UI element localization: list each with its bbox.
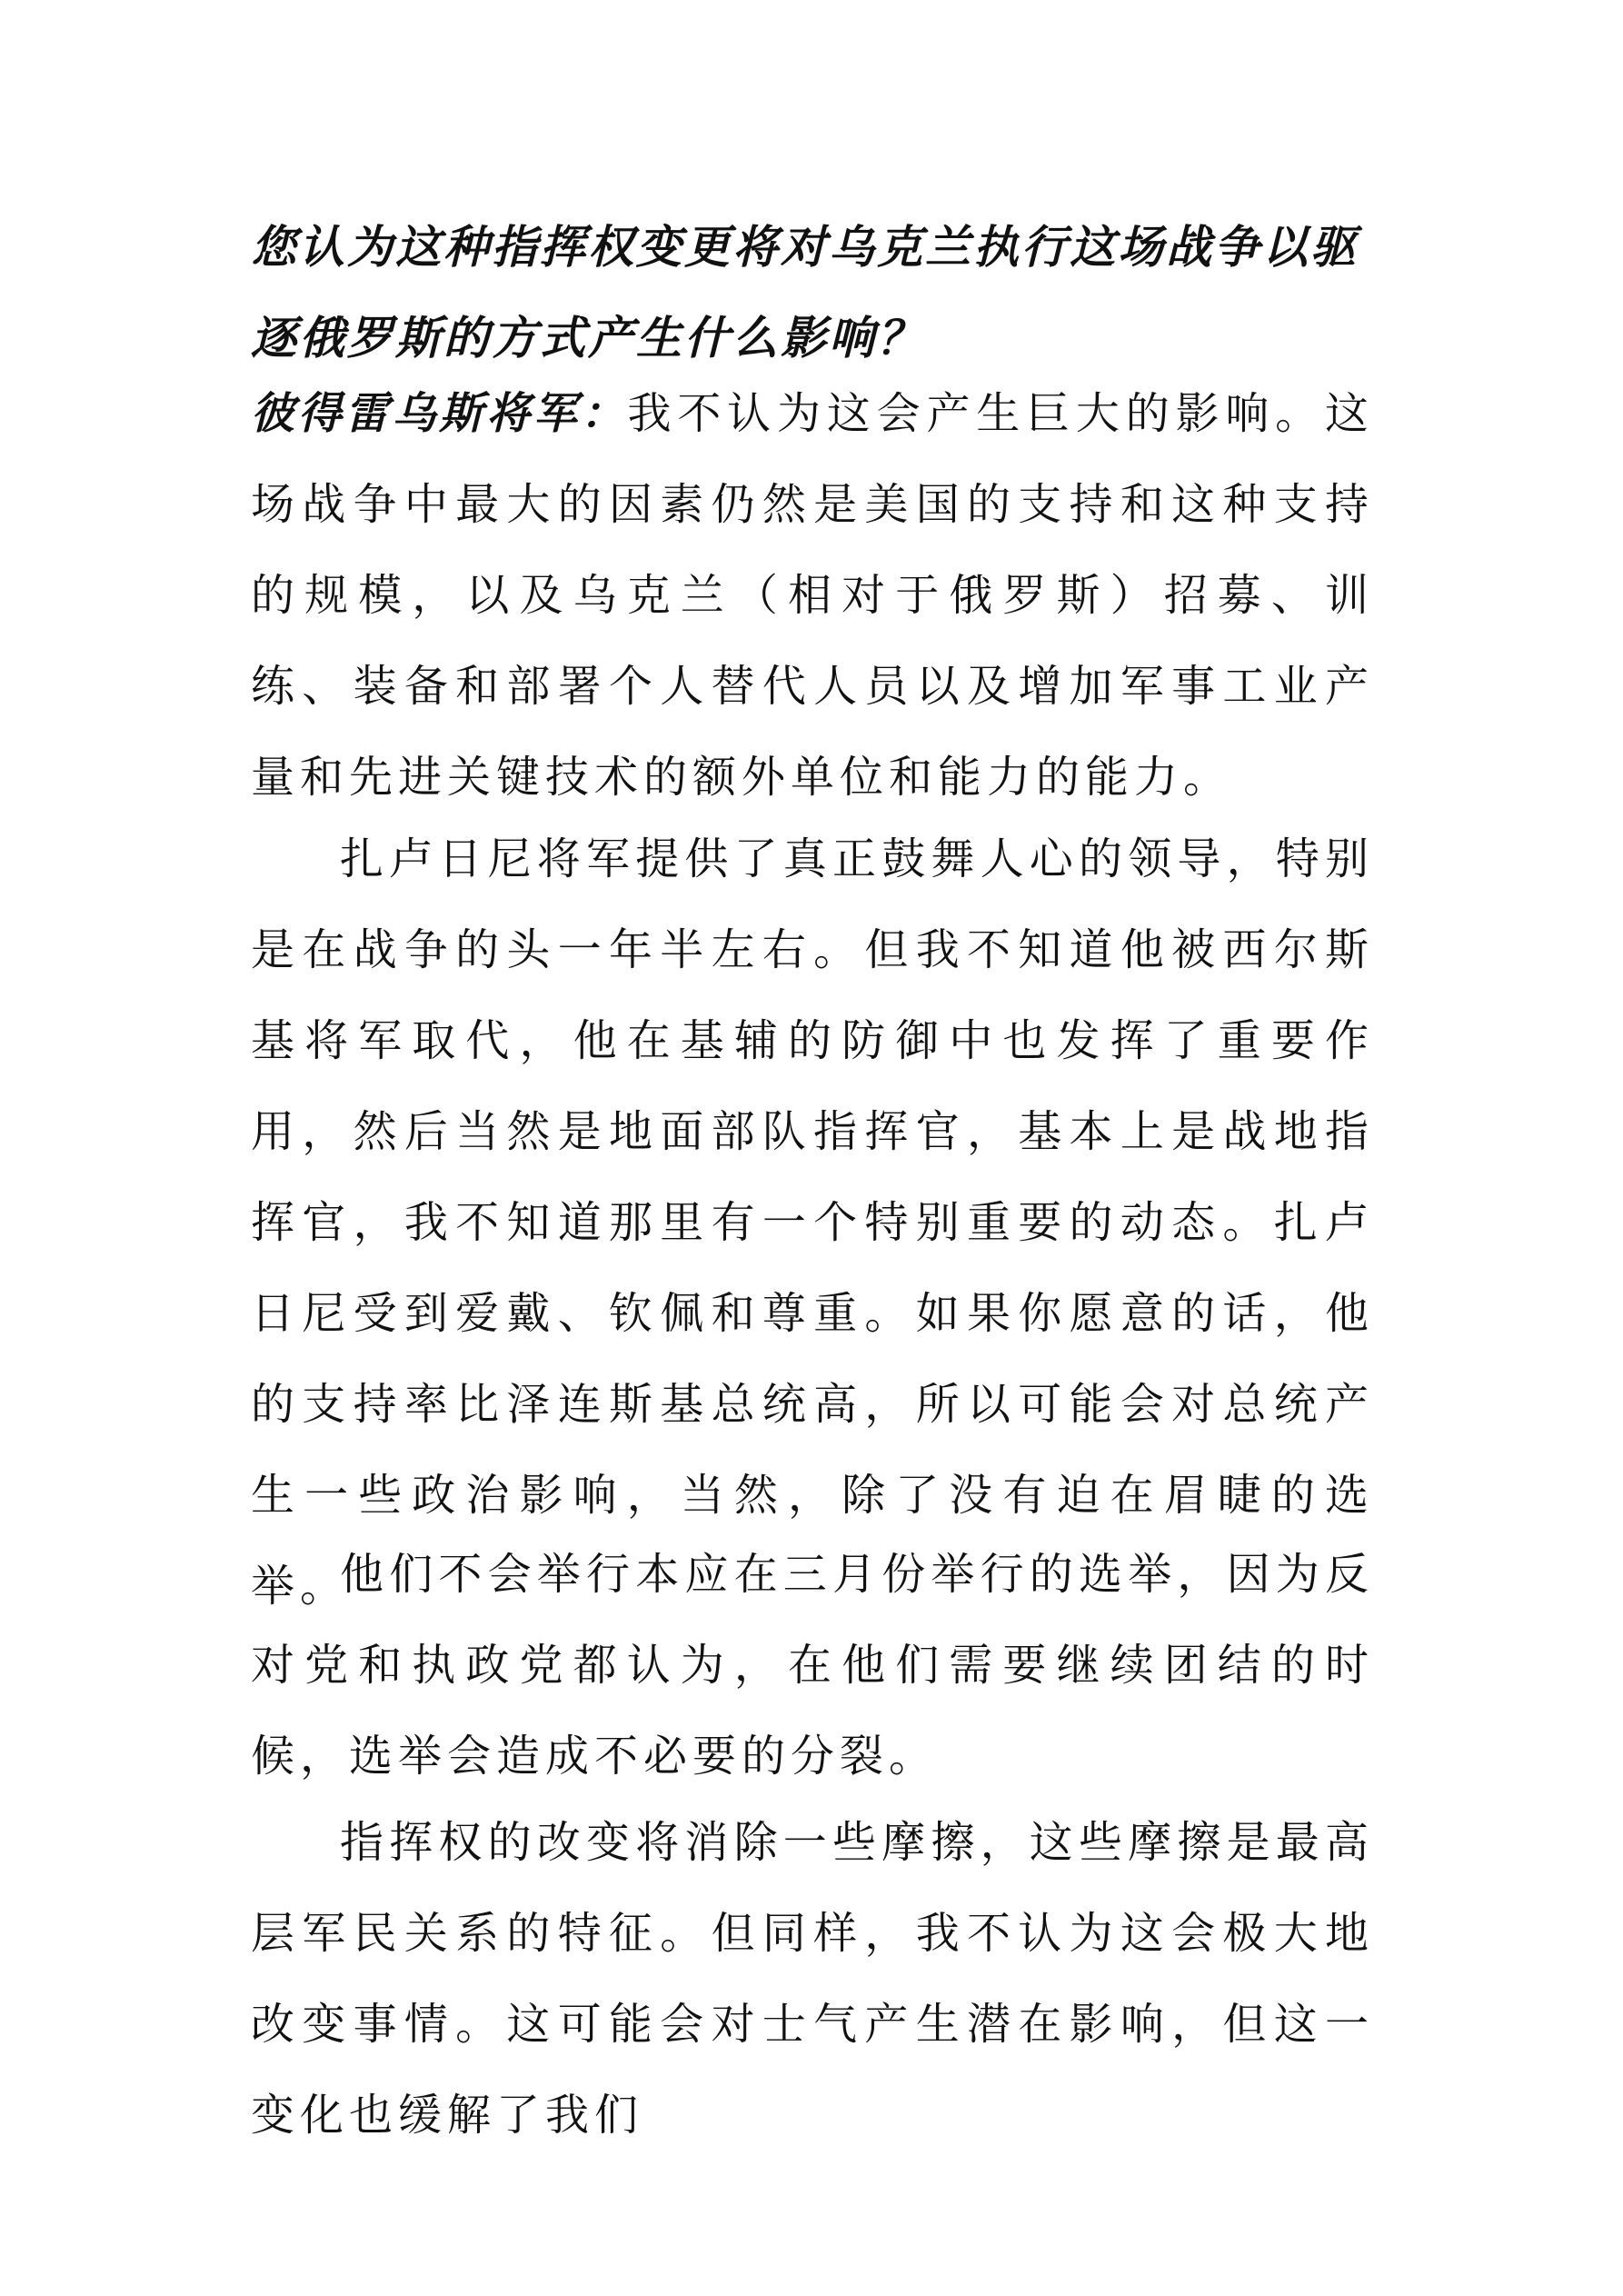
interview-question: 您认为这种指挥权变更将对乌克兰执行这场战争以驱逐俄罗斯的方式产生什么影响？ xyxy=(251,220,1359,364)
answer-paragraph-1 xyxy=(251,368,1374,823)
speaker-label: 彼得雷乌斯将军： xyxy=(251,388,628,439)
answer-paragraph-4: 指挥权的改变将消除一些摩擦，这些摩擦是最高层军民关系的特征。但同样，我不认为这会极大地改变事情。这可能会对士气产生潜在影响，但这一变化也缓解了我们 xyxy=(251,1817,1374,2141)
answer-paragraph-3: 他们不会举行本应在三月份举行的选举，因为反对党和执政党都认为，在他们需要继续团结的时候，选举会造成不必要的分裂。 xyxy=(251,1549,1374,1782)
answer-paragraph-2: 扎卢日尼将军提供了真正鼓舞人心的领导，特别是在战争的头一年半左右。但我不知道他被西尔斯基将军取代，他在基辅的防御中也发挥了重要作用，然后当然是地面部队指挥官，基本上是战地指挥官，我不知道那里有一个特别重要的动态。扎卢日尼受到爱戴、钦佩和尊重。如果你愿意的话，他的支持率比泽连斯基总统高，所以可能会对总统产生一些政治影响，当然，除了没有迫在眉睫的选举。 xyxy=(251,834,1374,1612)
document-page xyxy=(251,0,1374,2296)
answer-text-1: 我不认为这会产生巨大的影响。这场战争中最大的因素仍然是美国的支持和这种支持的规模，以及乌克兰（相对于俄罗斯）招募、训练、装备和部署个人替代人员以及增加军事工业产量和先进关键技术的额外单位和能力的能力。 xyxy=(251,388,1374,803)
